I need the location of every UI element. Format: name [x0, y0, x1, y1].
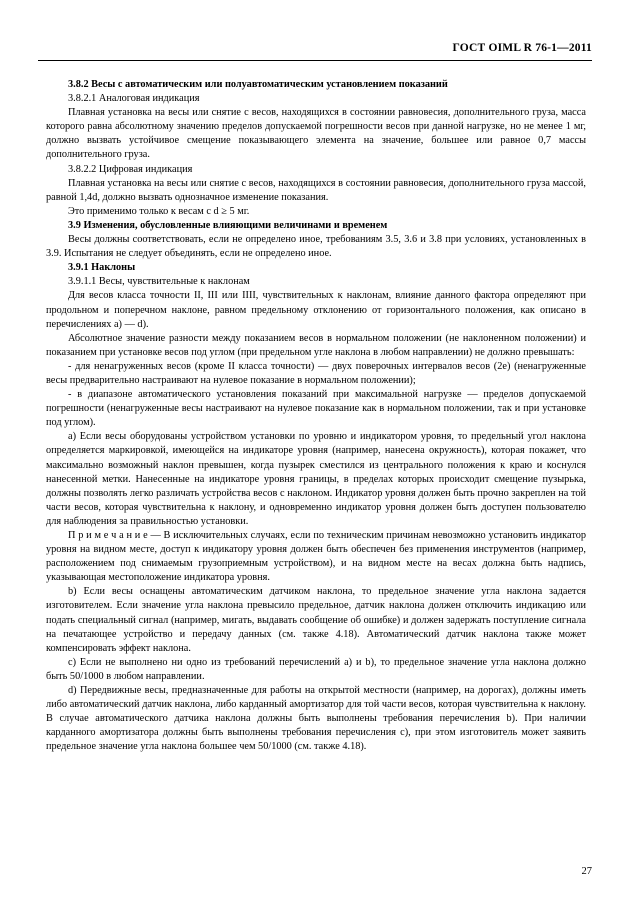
paragraph-item-b-tilt-sensor: b) Если весы оснащены автоматическим датчиком наклона, то предельное значение угла наклона задается изготовителем. Если значение угла наклона превысило предельное, датчик наклона должен отключить индикацию или подать специальный сигнал (например, мигать, выдавать сообщение об ошибке) и должен задержать поступление сигнала на печатающее устройство и передачу данных (см. также 4.18). Автоматический датчик наклона также может компенсировать эффект наклона.	[46, 586, 586, 654]
paragraph-compliance-conditions: Весы должны соответствовать, если не определено иное, требованиям 3.5, 3.6 и 3.8 при условиях, установленных в 3.9. Испытания не следует объединять, если не определено иное.	[46, 234, 586, 260]
page-header-standard-code: ГОСТ OIML R 76-1—2011	[452, 42, 592, 54]
paragraph-analog-indication: Плавная установка на весы или снятие с весов, находящихся в состоянии равновесия, дополнительного груза, масса которого равна абсолютному значению пределов допускаемой погрешности весов при данной нагрузке, но не менее 1 мг, должно вызвать устойчивое смещение показывающего элемента на значение, большее или равное 0,7 массы дополнительного груза.	[46, 107, 586, 161]
paragraph-note-exceptional-cases: П р и м е ч а н и е — В исключительных случаях, если по техническим причинам невозможно установить индикатор уровня на видном месте, доступ к индикатору уровня должен быть обеспечен без применения инструментов (например, расположением под снимаемым грузоприемным устройством), и на видном месте на весах должна быть надпись, указывающая местоположение индикатора уровня.	[46, 530, 586, 584]
document-body	[46, 78, 586, 755]
paragraph-item-a-level-indicator: а) Если весы оборудованы устройством установки по уровню и индикатором уровня, то предельный угол наклона определяется маркировкой, имеющейся на индикаторе уровня (например, нанесена окружность), которая покажет, что максимально возможный наклон превышен, когда пузырек сместился из центрального положения к краю и коснулся нанесенной метки. Нанесенные на индикаторе уровня границы, в пределах которых происходит смещение пузырька, должны позволять легко различать устройства весов с наклоном. Индикатор уровня должен быть прочно закреплен на той части весов, которая чувствительна к наклону, и одновременно индикатор уровня должен быть доступен пользователю для наблюдения за правильностью установки.	[46, 431, 586, 527]
paragraph-digital-indication: Плавная установка на весы или снятие с весов, находящихся в состоянии равновесия, дополнительного груза массой, равной 1,4d, должно вызвать однозначное изменение показания.	[46, 177, 586, 203]
section-heading-3-8-2-2: 3.8.2.2 Цифровая индикация	[68, 163, 193, 175]
section-heading-3-9-1-1: 3.9.1.1 Весы, чувствительные к наклонам	[68, 276, 250, 288]
section-heading-3-8-2: 3.8.2 Весы с автоматическим или полуавтоматическим установлением показаний	[68, 79, 448, 90]
paragraph-absolute-difference: Абсолютное значение разности между показанием весов в нормальном положении (не наклоненном положении) и показанием при установке весов под углом (при предельном угле наклона в любом направлении) не должно превышать:	[46, 332, 586, 358]
paragraph-max-load-limit: - в диапазоне автоматического установления показаний при максимальной нагрузке — пределов допускаемой погрешности (ненагруженные весы настраивают на нулевое показание как в нормальном положении, так и при установке под углом).	[46, 389, 586, 429]
paragraph-item-c-default-limit: c) Если не выполнено ни одно из требований перечислений а) и b), то предельное значение угла наклона должно быть 50/1000 в любом направлении.	[46, 656, 586, 682]
header-divider	[38, 60, 592, 61]
paragraph-tilt-sensitive-classes: Для весов класса точности II, III или IIII, чувствительных к наклонам, влияние данного фактора определяют при продольном и поперечном наклоне, равном предельному отклонению от горизонтального положения, как описано в перечислениях а) — d).	[46, 290, 586, 330]
section-heading-3-8-2-1: 3.8.2.1 Аналоговая индикация	[68, 93, 200, 105]
paragraph-unloaded-limit: - для ненагруженных весов (кроме II класса точности) — двух поверочных интервалов весов (2e) (ненагруженные весы предварительно настраивают на нулевое показание в нормальном положении);	[46, 360, 586, 386]
section-heading-3-9-1: 3.9.1 Наклоны	[68, 262, 136, 274]
paragraph-applicability-note: Это применимо только к весам с d ≥ 5 мг.	[68, 205, 250, 217]
paragraph-item-d-mobile-scales: d) Передвижные весы, предназначенные для работы на открытой местности (например, на дорогах), должны иметь либо автоматический датчик наклона, либо карданный амортизатор для той части весов, которая чувствительна к наклону. В случае автоматического датчика наклона должны быть выполнены требования перечисления b). При наличии карданного амортизатора должны быть выполнены требования перечисления с), при этом изготовитель может заявить предельное значение угла наклона большее чем 50/1000 (см. также 4.18).	[46, 685, 586, 753]
section-heading-3-9: 3.9 Изменения, обусловленные влияющими величинами и временем	[68, 219, 388, 231]
page-number: 27	[581, 866, 592, 877]
